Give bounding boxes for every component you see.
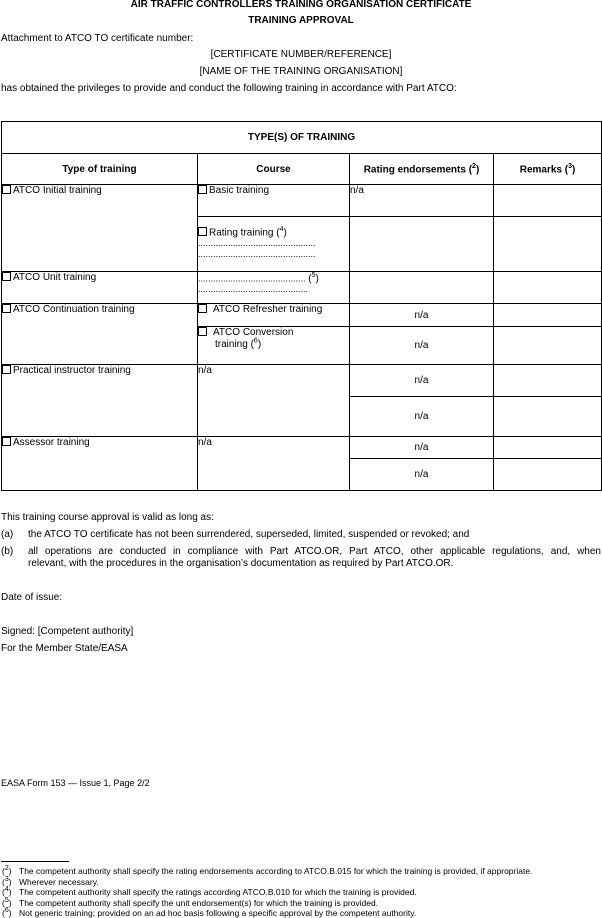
checkbox-continuation-training[interactable] [2, 304, 11, 313]
header-remarks: Remarks ($^3$) [494, 154, 602, 185]
practical-course-cell: n/a [198, 365, 350, 437]
practical-rating-cell-1: n/a [350, 365, 494, 397]
signed-by: Signed: [Competent authority] [1, 626, 134, 637]
table-row [2, 365, 602, 397]
checkbox-practical-instructor[interactable] [2, 365, 11, 374]
table-row [2, 185, 602, 217]
footnote-item [2, 906, 416, 918]
form-identifier: EASA Form 153 — Issue 1, Page 2/2 [1, 778, 150, 788]
checkbox-initial-training[interactable] [2, 185, 11, 194]
practical-instructor-cell: Practical instructor training [2, 365, 198, 437]
footnote-number: ($^2$) [2, 865, 12, 876]
condition-b-label: (b) [1, 546, 14, 557]
checkbox-refresher-training[interactable] [198, 304, 207, 313]
assessor-rating-cell-1: n/a [350, 437, 494, 459]
table-row [2, 304, 602, 327]
training-table [1, 121, 602, 491]
organisation-name: [NAME OF THE TRAINING ORGANISATION] [199, 66, 403, 77]
unit-remarks-cell [494, 272, 602, 304]
basic-rating-cell: n/a [350, 185, 494, 217]
assessor-course-cell: n/a [198, 437, 350, 491]
refresher-remarks-cell [494, 304, 602, 327]
unit-rating-cell [350, 272, 494, 304]
basic-remarks-cell [494, 185, 602, 217]
certificate-title: AIR TRAFFIC CONTROLLERS TRAINING ORGANISATION CERTIFICATE [130, 0, 472, 10]
checkbox-basic-training[interactable] [198, 185, 207, 194]
certificate-subtitle: TRAINING APPROVAL [248, 15, 354, 26]
continuation-training-cell: ATCO Continuation training [2, 304, 198, 365]
footnote-text: The competent authority shall specify the rating endorsements according to ATCO.B.015 for which the training is provided, if appropriate. [19, 865, 533, 876]
table-row [2, 437, 602, 459]
table-caption: TYPE(S) OF TRAINING [2, 122, 602, 154]
table-row [2, 272, 602, 304]
footnote-number: ($^6$) [2, 907, 12, 918]
checkbox-rating-training[interactable] [198, 227, 207, 236]
assessor-remarks-cell-2 [494, 459, 602, 491]
validity-intro: This training course approval is valid as long as: [1, 512, 214, 523]
refresher-rating-cell: n/a [350, 304, 494, 327]
assessor-remarks-cell-1 [494, 437, 602, 459]
assessor-training-cell: Assessor training [2, 437, 198, 491]
condition-b-text-2: relevant, with the procedures in the organisation’s documentation as required by Part ATCO.OR. [28, 558, 454, 569]
footnote-number: ($^5$) [2, 896, 12, 908]
checkbox-conversion-training[interactable] [198, 327, 207, 336]
privileges-line: has obtained the privileges to provide and conduct the following training in accordance with Part ATCO: [1, 83, 457, 94]
footnote-number: ($^4$) [2, 886, 12, 897]
conversion-remarks-cell [494, 327, 602, 365]
practical-rating-cell-2: n/a [350, 397, 494, 437]
conversion-training-cell: ATCO Conversion training ($^6$) [198, 327, 350, 365]
initial-training-cell: ATCO Initial training [2, 185, 198, 272]
certificate-reference: [CERTIFICATE NUMBER/REFERENCE] [210, 49, 392, 60]
header-course: Course [198, 154, 350, 185]
member-state: For the Member State/EASA [1, 643, 128, 654]
rating-dotted-line-2: ............................................... [198, 249, 316, 260]
rating-training-remarks-cell [494, 217, 602, 272]
practical-remarks-cell-2 [494, 397, 602, 437]
refresher-training-cell: ATCO Refresher training [198, 304, 350, 327]
condition-b-text-1: all operations are conducted in compliance with Part ATCO.OR, Part ATCO, other applicable regulations, and, when [28, 546, 601, 557]
checkbox-assessor-training[interactable] [2, 437, 11, 446]
footnote-text: The competent authority shall specify the unit endorsement(s) for which the training is provided. [19, 897, 379, 908]
basic-training-cell: Basic training [198, 185, 350, 217]
footnote-text: The competent authority shall specify the ratings according ATCO.B.010 for which the training is provided. [19, 886, 417, 897]
rating-training-rating-cell [350, 217, 494, 272]
header-type-of-training: Type of training [2, 154, 198, 185]
footnote-separator [1, 861, 69, 862]
checkbox-unit-training[interactable] [2, 272, 11, 281]
footnote-text: Wherever necessary. [19, 876, 99, 887]
rating-training-cell: Rating training ($^4$) ............................................... ............................................... [198, 217, 350, 272]
assessor-rating-cell-2: n/a [350, 459, 494, 491]
footnote-text: Not generic training; provided on an ad hoc basis following a specific approval by the competent authority. [19, 907, 417, 918]
rating-dotted-line-1: ............................................... [198, 238, 316, 249]
footnote-number: ($^3$) [2, 875, 12, 887]
condition-a-label: (a) [1, 529, 14, 540]
condition-a-text: the ATCO TO certificate has not been surrendered, superseded, limited, suspended or revoked; and [28, 529, 470, 540]
practical-remarks-cell-1 [494, 365, 602, 397]
header-rating-endorsements: Rating endorsements ($^2$) [350, 154, 494, 185]
unit-course-cell: ........................................... ($^5$) ............................................ [198, 272, 350, 304]
conversion-rating-cell: n/a [350, 327, 494, 365]
unit-training-cell: ATCO Unit training [2, 272, 198, 304]
attachment-line: Attachment to ATCO TO certificate number: [1, 33, 194, 44]
date-of-issue: Date of issue: [1, 592, 63, 603]
